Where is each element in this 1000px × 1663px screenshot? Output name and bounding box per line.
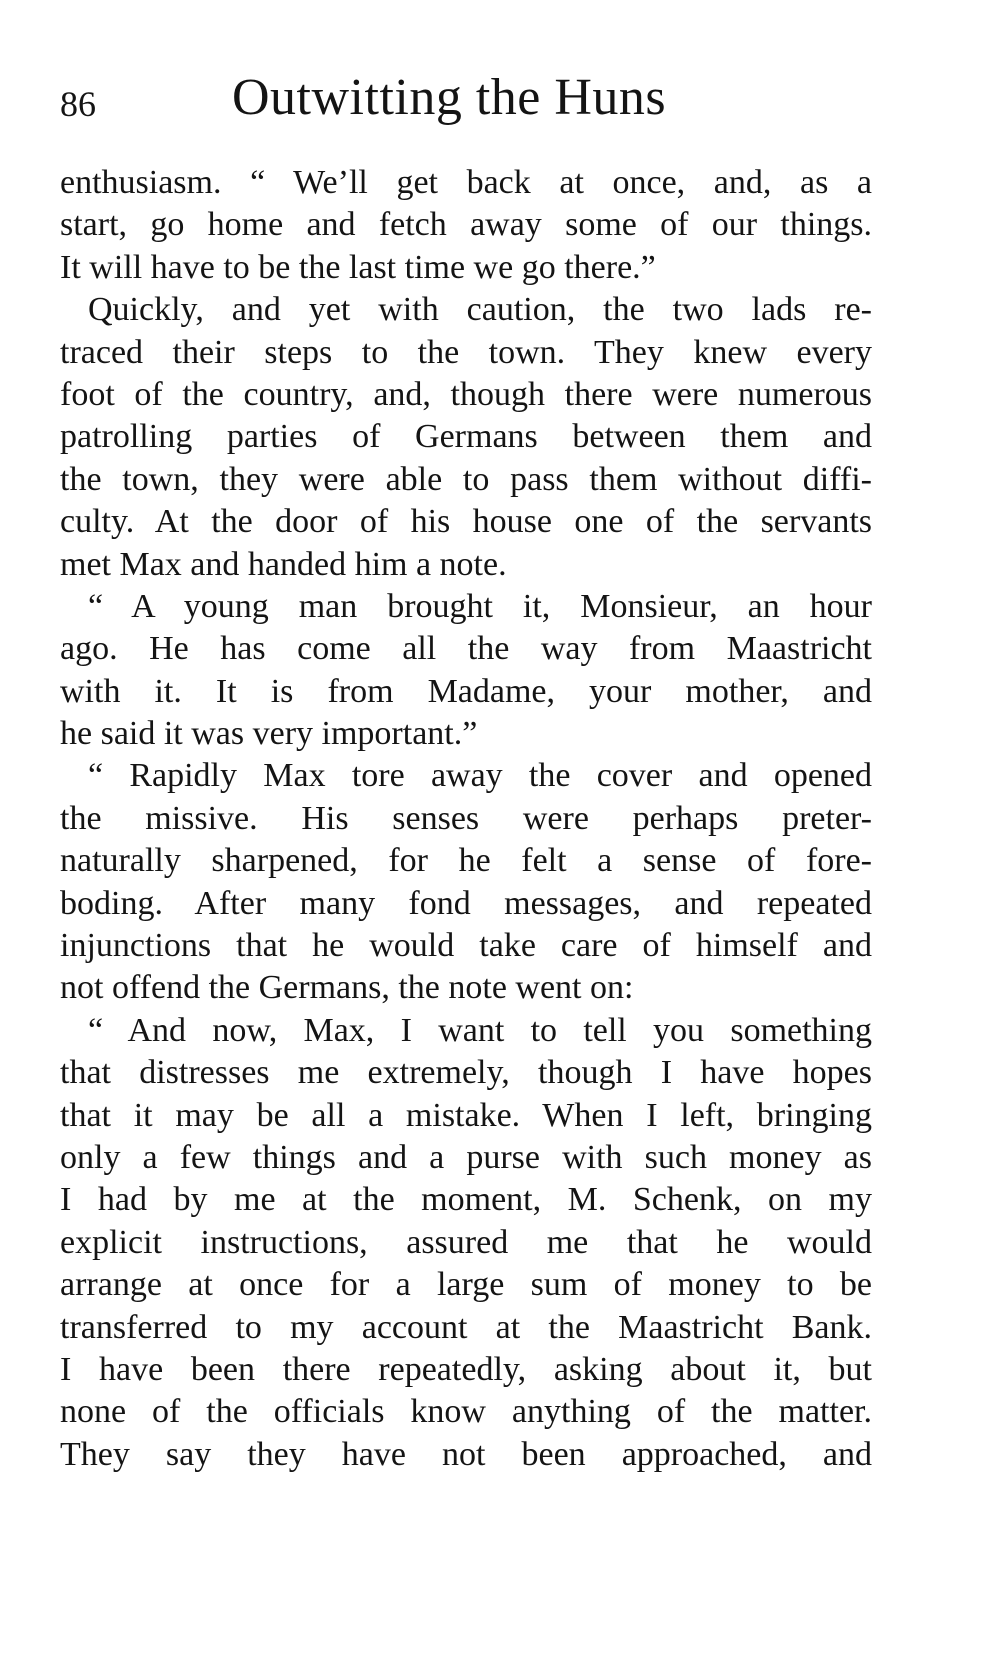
text-line: “ And now, Max, I want to tell you something — [88, 1011, 872, 1049]
text-line: start, go home and fetch away some of our things. — [60, 206, 872, 244]
text-line: the missive. His senses were perhaps preter- — [60, 799, 872, 837]
running-title: Outwitting the Huns — [232, 69, 667, 126]
text-line: the town, they were able to pass them without diffi- — [60, 460, 872, 498]
text-line: culty. At the door of his house one of the servants — [60, 503, 872, 541]
text-line: met Max and handed him a note. — [60, 545, 507, 583]
text-line: that it may be all a mistake. When I left, bringing — [60, 1096, 872, 1134]
text-line: “ Rapidly Max tore away the cover and opened — [88, 757, 872, 795]
text-line: ago. He has come all the way from Maastricht — [60, 630, 872, 668]
text-line: that distresses me extremely, though I have hopes — [60, 1054, 872, 1092]
text-line: foot of the country, and, though there were numerous — [60, 375, 872, 413]
text-line: boding. After many fond messages, and repeated — [60, 884, 872, 922]
text-line: enthusiasm. “ We’ll get back at once, and, as a — [60, 164, 872, 201]
text-line: I have been there repeatedly, asking about it, but — [60, 1350, 872, 1388]
text-line: arrange at once for a large sum of money to be — [60, 1266, 872, 1304]
text-line: I had by me at the moment, M. Schenk, on my — [60, 1181, 872, 1219]
text-line: transferred to my account at the Maastricht Bank. — [60, 1308, 872, 1346]
text-line: Quickly, and yet with caution, the two lads re- — [88, 291, 872, 329]
text-line: explicit instructions, assured me that he would — [60, 1223, 872, 1261]
body-text — [60, 162, 872, 1476]
text-line: he said it was very important.” — [60, 715, 478, 753]
page-number: 86 — [60, 84, 96, 124]
text-line: traced their steps to the town. They knew every — [60, 333, 872, 371]
text-line: naturally sharpened, for he felt a sense of fore- — [60, 842, 872, 880]
text-line: They say they have not been approached, and — [60, 1435, 872, 1473]
text-line: with it. It is from Madame, your mother, and — [60, 672, 872, 710]
text-line: not offend the Germans, the note went on: — [60, 969, 634, 1007]
text-line: none of the officials know anything of the matter. — [60, 1393, 872, 1431]
text-line: “ A young man brought it, Monsieur, an hour — [88, 587, 872, 625]
text-line: injunctions that he would take care of himself and — [60, 927, 872, 965]
text-line: It will have to be the last time we go there.” — [60, 248, 656, 286]
text-line: only a few things and a purse with such money as — [60, 1138, 872, 1176]
text-line: patrolling parties of Germans between them and — [60, 418, 872, 456]
